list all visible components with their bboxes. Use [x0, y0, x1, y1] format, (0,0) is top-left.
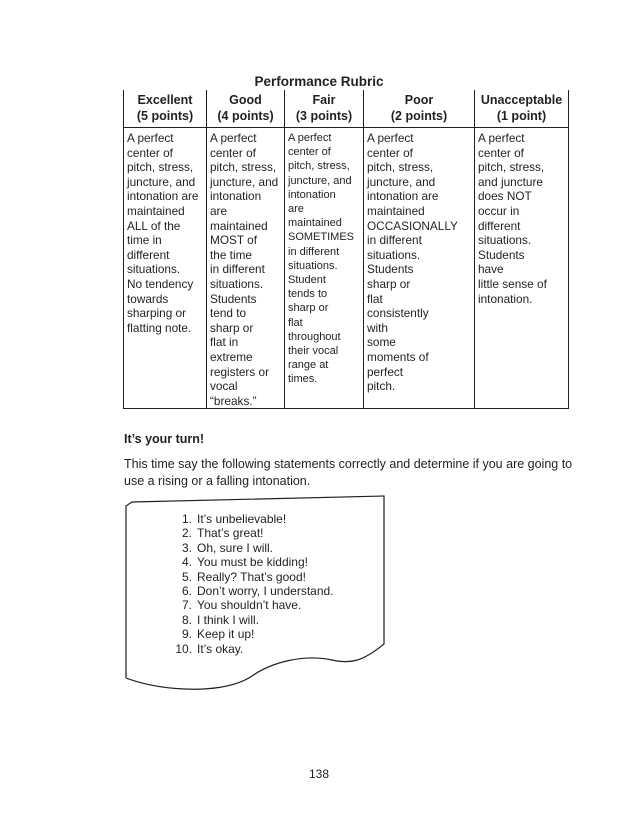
rubric-cell-unacceptable: A perfect center of pitch, stress, and juncture does NOT occur in different situations. Students have little sense of intonation.: [475, 128, 569, 409]
rubric-title: Performance Rubric: [254, 74, 384, 89]
performance-rubric-table: [123, 90, 569, 409]
rubric-header-label: Fair: [312, 93, 336, 107]
statement-item: [170, 541, 334, 555]
statement-text: It’s unbelievable!: [197, 512, 287, 526]
rubric-header-label: Good: [229, 93, 262, 107]
statement-item: [170, 598, 334, 612]
statement-item: [170, 555, 334, 569]
rubric-header-good: [207, 90, 285, 128]
statement-number: 8.: [181, 612, 192, 627]
rubric-header-label: Unacceptable: [480, 93, 563, 107]
rubric-header-label: Excellent: [137, 93, 193, 107]
rubric-header-excellent: [124, 90, 207, 128]
rubric-header-points: (4 points): [217, 109, 274, 123]
statement-text: Keep it up!: [197, 627, 255, 642]
rubric-header-points: (1 point): [496, 109, 547, 123]
statements-scroll-box: [122, 492, 386, 694]
statement-text: I think I will.: [197, 612, 260, 627]
statements-list: [170, 512, 334, 656]
statement-number: 3.: [181, 540, 192, 555]
statement-text: Really? That’s good!: [197, 569, 306, 584]
statement-item: [170, 512, 334, 526]
rubric-cell-excellent: A perfect center of pitch, stress, juncture, and intonation are maintained ALL of the time in different situations. No tendency towards sharping or flatting note.: [124, 128, 207, 409]
statement-item: [170, 627, 334, 641]
statement-text: You shouldn’t have.: [197, 598, 302, 613]
statement-item: [170, 642, 334, 656]
statement-number: 10.: [175, 641, 192, 656]
activity-heading: It’s your turn!: [124, 432, 205, 446]
statement-item: [170, 584, 334, 598]
statement-text: You must be kidding!: [197, 555, 308, 570]
statement-text: Don’t worry, I understand.: [197, 584, 334, 599]
statement-item: [170, 570, 334, 584]
statement-number: 7.: [181, 598, 192, 613]
rubric-header-poor: [364, 90, 475, 128]
statement-item: [170, 613, 334, 627]
rubric-cell-fair: A perfect center of pitch, stress, juncture, and intonation are maintained SOMETIMES in different situations. Student tends to sharp or flat throughout their vocal range at times.: [285, 128, 364, 409]
statement-item: [170, 526, 334, 540]
rubric-cell-good: A perfect center of pitch, stress, juncture, and intonation are maintained MOST of the time in different situations. Students tend to sharp or flat in extreme registers or vocal “breaks.”: [207, 128, 285, 409]
statement-text: That’s great!: [197, 526, 264, 541]
rubric-header-points: (5 points): [136, 109, 194, 123]
statement-text: It’s okay.: [197, 641, 244, 656]
rubric-header-unacceptable: [475, 90, 569, 128]
rubric-header-fair: [285, 90, 364, 128]
rubric-header-label: Poor: [404, 93, 434, 107]
rubric-description-row: [124, 128, 569, 409]
rubric-cell-poor: A perfect center of pitch, stress, juncture, and intonation are maintained OCCASIONALLY in different situations. Students sharp or flat consistently with some moments of perfect pitch.: [364, 128, 475, 409]
statement-text: Oh, sure I will.: [197, 540, 274, 555]
activity-instructions: This time say the following statements correctly and determine if you are going to use a rising or a falling intonation.: [124, 457, 573, 488]
page-number: 138: [308, 767, 330, 781]
rubric-header-row: [124, 90, 569, 128]
statement-number: 5.: [181, 569, 192, 584]
rubric-header-points: (2 points): [390, 109, 448, 123]
statement-number: 6.: [181, 584, 192, 599]
statement-number: 9.: [181, 627, 192, 642]
statement-number: 2.: [181, 526, 192, 541]
rubric-header-points: (3 points): [295, 109, 353, 123]
statement-number: 4.: [181, 555, 192, 570]
statement-number: 1.: [181, 512, 192, 526]
